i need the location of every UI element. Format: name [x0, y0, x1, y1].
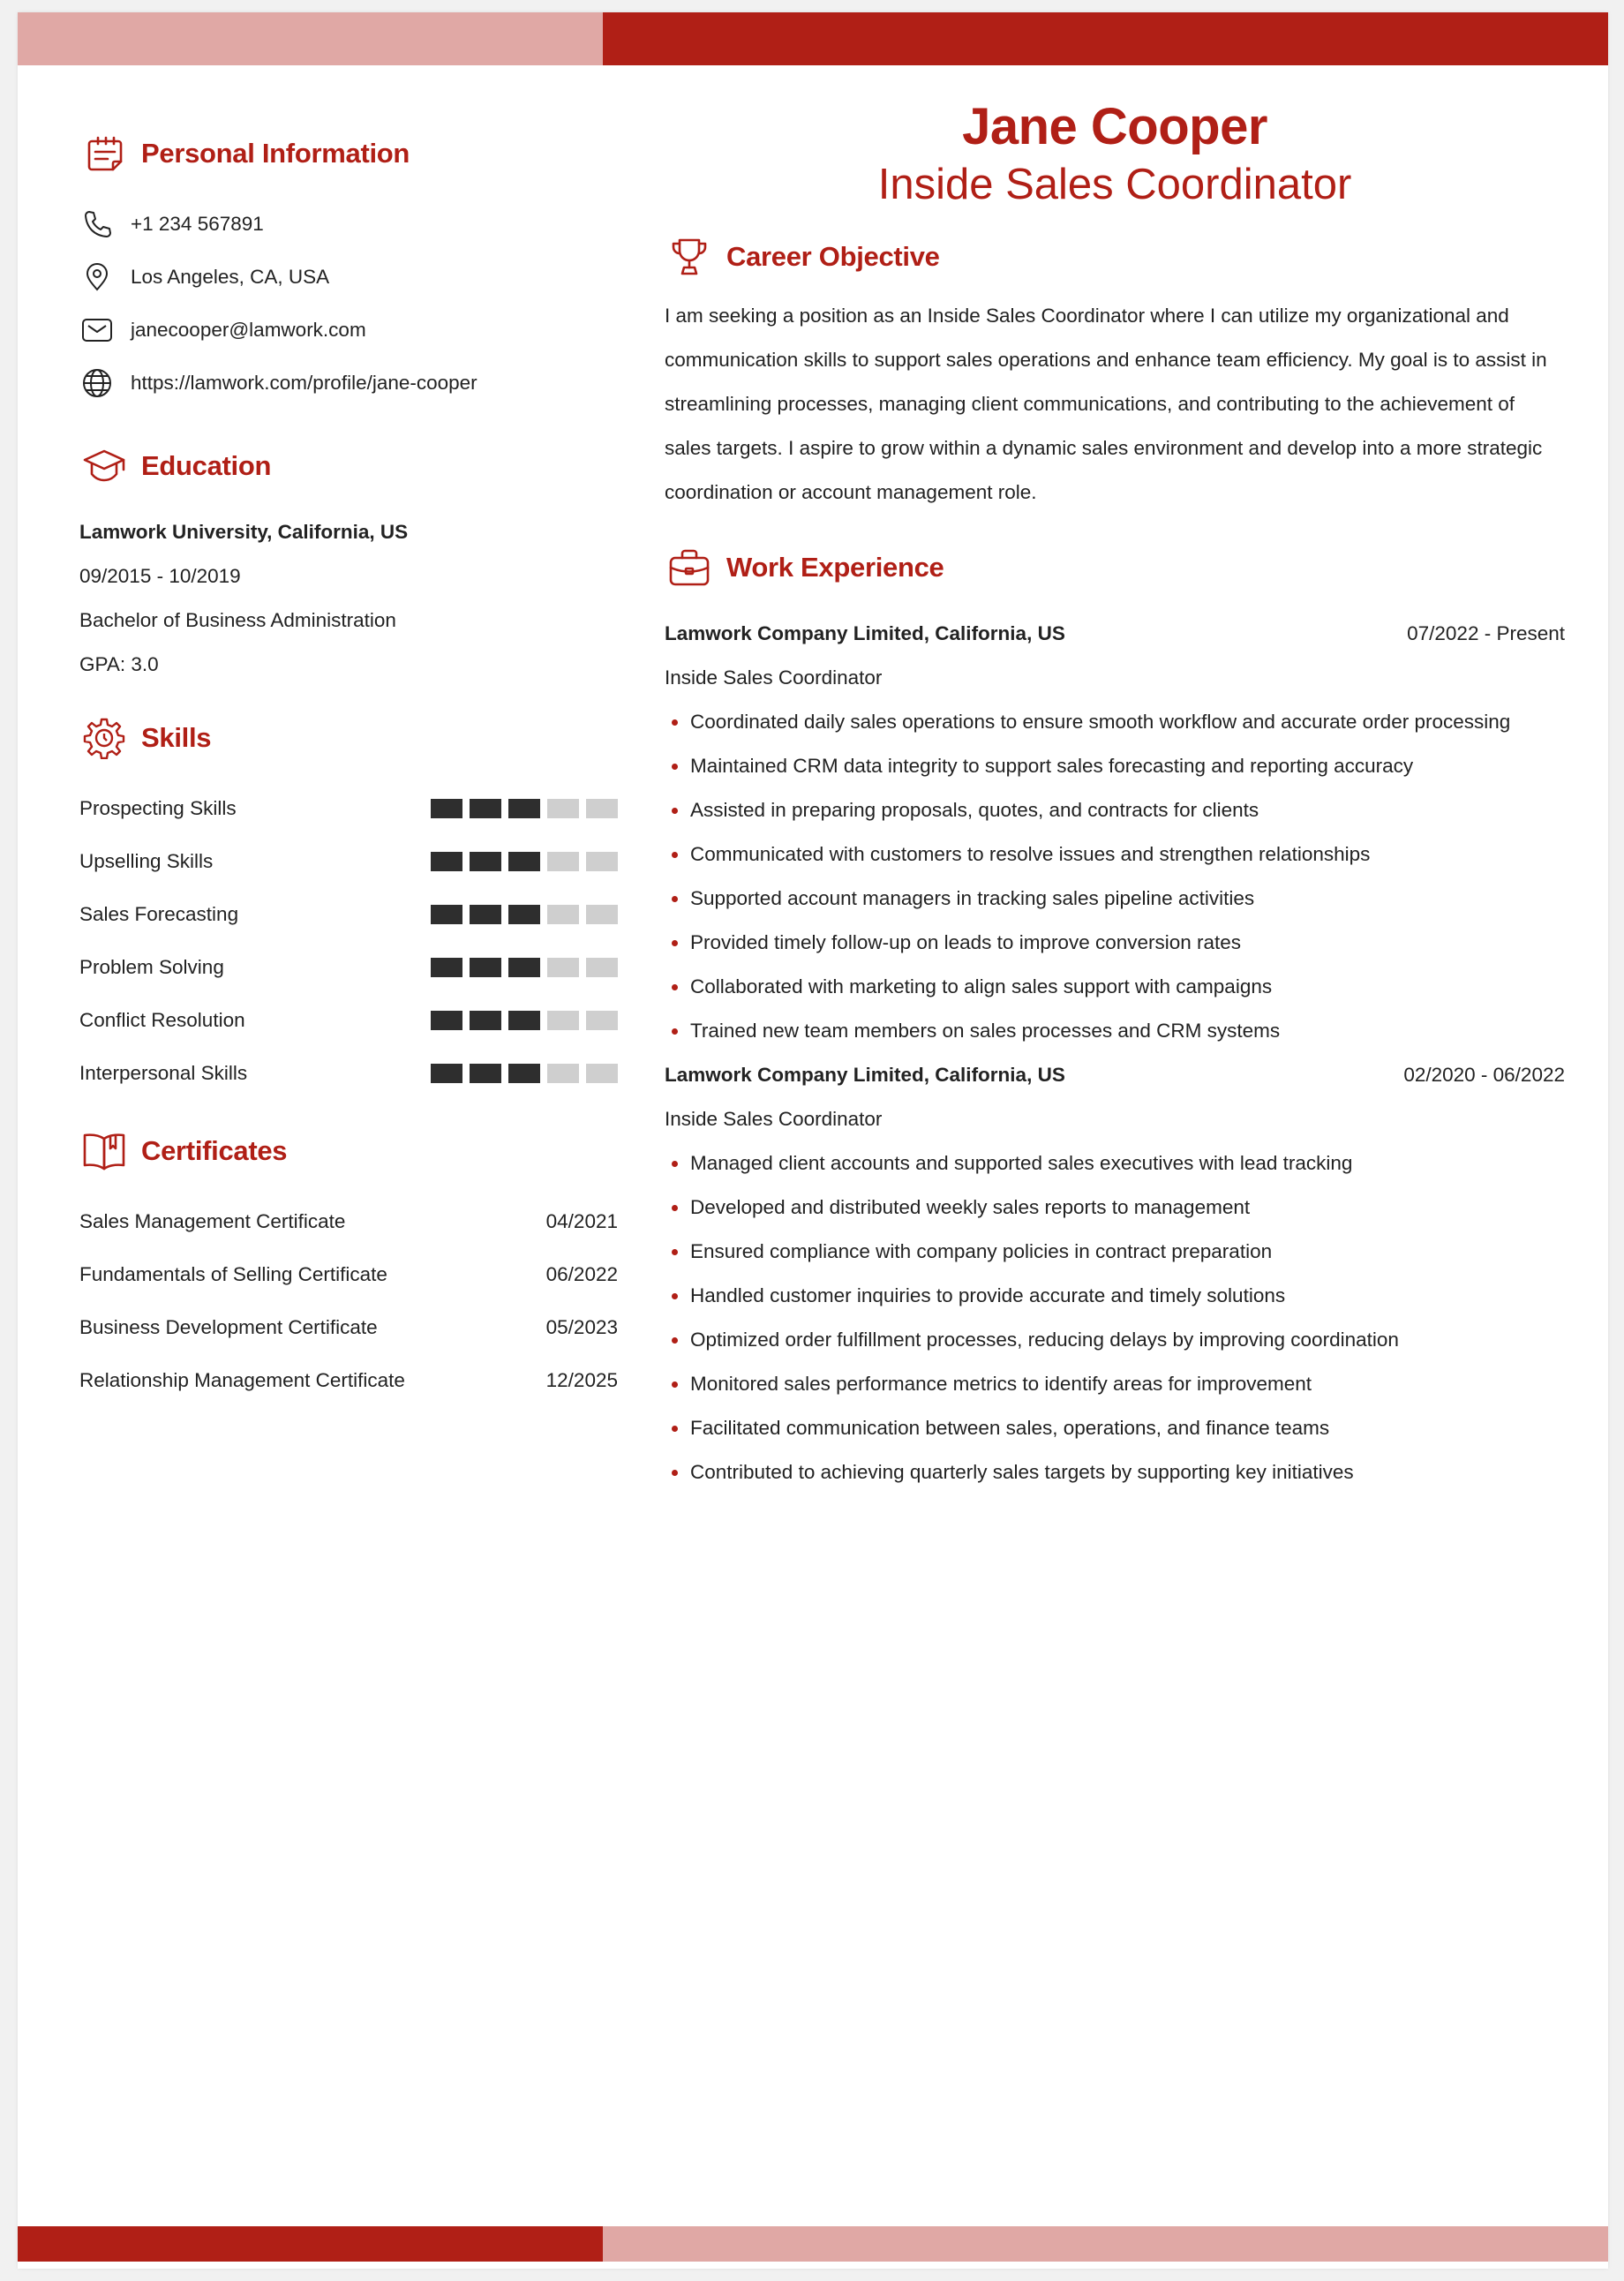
certificate-date: 06/2022 [545, 1263, 618, 1285]
left-column [79, 127, 618, 1407]
contact-email [79, 304, 618, 357]
skill-block-filled [508, 905, 540, 924]
skill-level [431, 799, 618, 818]
job-bullet: Collaborated with marketing to align sales support with campaigns [665, 965, 1565, 1009]
job-bullet: Trained new team members on sales processes and CRM systems [665, 1009, 1565, 1053]
phone-icon [79, 207, 115, 242]
skills-heading [79, 711, 618, 764]
education-gpa: GPA: 3.0 [79, 653, 159, 675]
skill-name: Conflict Resolution [79, 1009, 245, 1031]
email-link[interactable]: janecooper@lamwork.com [131, 319, 366, 341]
skill-block-filled [470, 1011, 501, 1030]
career-objective-heading [665, 230, 1565, 283]
certificate-row [79, 1301, 618, 1354]
career-objective-text: I am seeking a position as an Inside Sales Coordinator where I can utilize my organizational and communication skills to support sales operations and enhance team efficiency. My goal is to assist in streamlining processes, managing client communications, and contributing to the achievement of sales targets. I aspire to grow within a dynamic sales environment and develop into a more strategic coordination or account management role. [665, 305, 1547, 503]
job-bullet: Assisted in preparing proposals, quotes, and contracts for clients [665, 788, 1565, 832]
website-link[interactable]: https://lamwork.com/profile/jane-cooper [131, 372, 477, 394]
skill-level [431, 1011, 618, 1030]
certificate-name: Relationship Management Certificate [79, 1369, 405, 1391]
skill-block-filled [431, 852, 462, 871]
skill-name: Interpersonal Skills [79, 1062, 248, 1084]
top-accent-bar-dark [603, 12, 1608, 65]
job-entry [665, 612, 1565, 1053]
job-bullet: Communicated with customers to resolve issues and strengthen relationships [665, 832, 1565, 877]
certificate-date: 05/2023 [545, 1316, 618, 1338]
skill-block-filled [431, 905, 462, 924]
certificate-date: 04/2021 [545, 1210, 618, 1232]
location-text: Los Angeles, CA, USA [131, 266, 330, 288]
section-title: Skills [141, 722, 212, 753]
job-bullet: Provided timely follow-up on leads to improve conversion rates [665, 921, 1565, 965]
skill-row [79, 994, 618, 1047]
skill-block-filled [470, 852, 501, 871]
skill-block-empty [586, 852, 618, 871]
phone-text: +1 234 567891 [131, 213, 264, 235]
candidate-title: Inside Sales Coordinator [877, 161, 1352, 208]
skill-block-empty [586, 1011, 618, 1030]
top-accent-bar-light [18, 12, 603, 65]
skill-block-empty [586, 1064, 618, 1083]
skill-block-filled [508, 799, 540, 818]
skill-block-empty [586, 905, 618, 924]
education-heading [79, 440, 618, 493]
job-bullet: Maintained CRM data integrity to support sales forecasting and reporting accuracy [665, 744, 1565, 788]
job-entry [665, 1053, 1565, 1494]
globe-icon [79, 365, 115, 401]
job-bullet: Contributed to achieving quarterly sales targets by supporting key initiatives [665, 1450, 1565, 1494]
skill-block-empty [547, 905, 579, 924]
skill-row [79, 782, 618, 835]
location-pin-icon [79, 260, 115, 295]
certificate-row [79, 1248, 618, 1301]
skill-block-filled [470, 958, 501, 977]
education-school: Lamwork University, California, US [79, 521, 409, 543]
job-bullet: Developed and distributed weekly sales reports to management [665, 1186, 1565, 1230]
skill-block-filled [470, 799, 501, 818]
job-header [665, 1053, 1565, 1097]
skill-name: Upselling Skills [79, 850, 214, 872]
certificate-name: Sales Management Certificate [79, 1210, 346, 1232]
skill-block-filled [431, 958, 462, 977]
briefcase-icon [665, 543, 714, 592]
skill-row [79, 888, 618, 941]
contact-website [79, 357, 618, 410]
skill-name: Sales Forecasting [79, 903, 239, 925]
skill-block-filled [508, 1064, 540, 1083]
skill-level [431, 852, 618, 871]
skill-block-empty [547, 799, 579, 818]
skills-list [79, 782, 618, 1100]
skill-block-empty [547, 852, 579, 871]
skill-block-filled [470, 905, 501, 924]
job-dates: 07/2022 - Present [1407, 622, 1565, 644]
skill-level [431, 905, 618, 924]
skill-block-empty [547, 958, 579, 977]
work-experience-heading [665, 541, 1565, 594]
open-book-icon [79, 1126, 129, 1176]
bottom-accent-bar-dark [18, 2226, 603, 2262]
job-bullet: Supported account managers in tracking sales pipeline activities [665, 877, 1565, 921]
skill-row [79, 1047, 618, 1100]
job-header [665, 612, 1565, 656]
section-title: Career Objective [726, 241, 940, 272]
email-icon [79, 312, 115, 348]
trophy-icon [665, 232, 714, 282]
job-bullet: Managed client accounts and supported sales executives with lead tracking [665, 1141, 1565, 1186]
job-bullet: Coordinated daily sales operations to ensure smooth workflow and accurate order processing [665, 700, 1565, 744]
job-bullet: Optimized order fulfillment processes, reducing delays by improving coordination [665, 1318, 1565, 1362]
skill-level [431, 1064, 618, 1083]
skill-block-empty [547, 1011, 579, 1030]
skill-block-filled [431, 1011, 462, 1030]
skill-block-filled [508, 1011, 540, 1030]
candidate-name: Jane Cooper [962, 98, 1267, 155]
job-dates: 02/2020 - 06/2022 [1403, 1064, 1565, 1086]
skill-row [79, 835, 618, 888]
gear-icon [79, 713, 129, 763]
section-title: Certificates [141, 1135, 288, 1166]
skill-block-filled [508, 958, 540, 977]
job-bullet: Handled customer inquiries to provide accurate and timely solutions [665, 1274, 1565, 1318]
skill-block-filled [431, 1064, 462, 1083]
certificate-date: 12/2025 [545, 1369, 618, 1391]
right-column [665, 96, 1565, 1494]
resume-page [18, 12, 1608, 2269]
job-bullet: Ensured compliance with company policies in contract preparation [665, 1230, 1565, 1274]
certificate-row [79, 1354, 618, 1407]
job-bullet: Monitored sales performance metrics to identify areas for improvement [665, 1362, 1565, 1406]
education-dates: 09/2015 - 10/2019 [79, 565, 241, 587]
contact-phone [79, 198, 618, 251]
section-title: Personal Information [141, 138, 410, 169]
job-bullets [665, 1141, 1565, 1494]
certificate-name: Fundamentals of Selling Certificate [79, 1263, 387, 1285]
certificate-name: Business Development Certificate [79, 1316, 378, 1338]
graduation-cap-icon [79, 441, 129, 491]
job-company: Lamwork Company Limited, California, US [665, 622, 1065, 644]
contact-location [79, 251, 618, 304]
skill-name: Problem Solving [79, 956, 224, 978]
education-degree: Bachelor of Business Administration [79, 609, 396, 631]
skill-block-filled [470, 1064, 501, 1083]
section-title: Work Experience [726, 552, 944, 583]
skill-block-empty [547, 1064, 579, 1083]
certificates-heading [79, 1125, 618, 1178]
calendar-note-icon [79, 129, 129, 178]
bottom-accent-bar-light [603, 2226, 1608, 2262]
job-role: Inside Sales Coordinator [665, 666, 883, 689]
skill-block-empty [586, 799, 618, 818]
job-bullets [665, 700, 1565, 1053]
skill-level [431, 958, 618, 977]
skill-block-filled [431, 799, 462, 818]
job-bullet: Facilitated communication between sales, operations, and finance teams [665, 1406, 1565, 1450]
personal-info-heading [79, 127, 618, 180]
skill-row [79, 941, 618, 994]
job-role: Inside Sales Coordinator [665, 1108, 883, 1130]
job-company: Lamwork Company Limited, California, US [665, 1064, 1065, 1086]
skill-name: Prospecting Skills [79, 797, 237, 819]
certificate-row [79, 1195, 618, 1248]
skill-block-filled [508, 852, 540, 871]
skill-block-empty [586, 958, 618, 977]
section-title: Education [141, 450, 272, 481]
